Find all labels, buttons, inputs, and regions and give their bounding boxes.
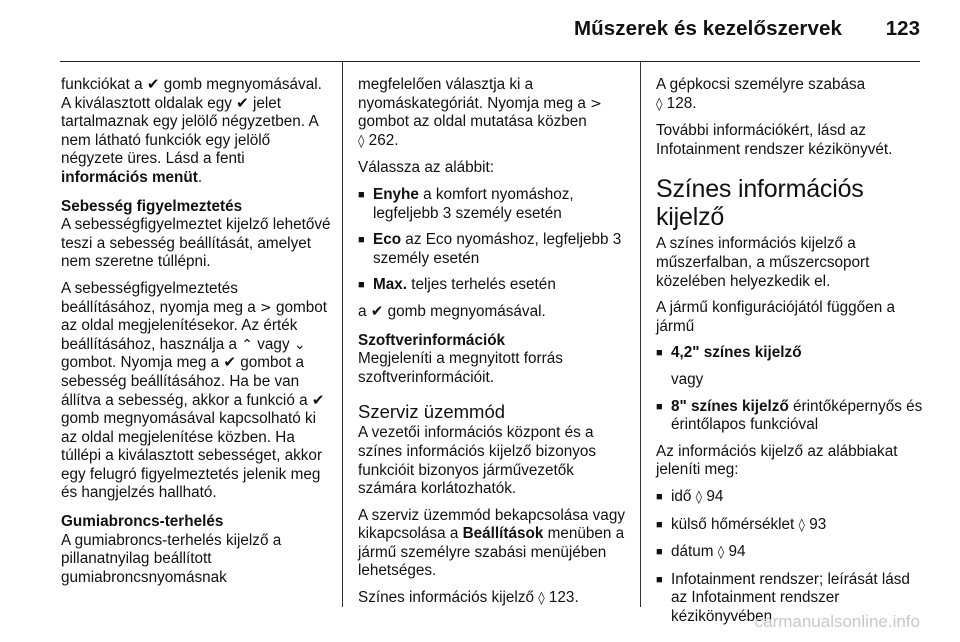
column-1 xyxy=(61,76,334,595)
paragraph: A sebességfigyelmeztetés beállításához, nyomja meg a > gombot az oldal megjelenítésekor. Az érték beállításához, használja a ⌃ vagy ⌄ gombot. Nyomja meg a ✔ gombot a sebesség beállításához. Ha be van állítva a sebesség, akkor a funkció a ✔ gomb megnyomásával kapcsolható ki az oldal megjelenítése közben. Ha túllépi a kiválasztott sebességet, akkor egy felugró figyelmeztetés jelenik meg és hangjelzés hallható. xyxy=(61,279,327,502)
paragraph: megfelelően választja ki a nyomáskategóriát. Nyomja meg a > gombot az oldal mutatása közben ◊ 262. xyxy=(358,76,602,149)
display-option-list xyxy=(656,344,928,434)
paragraph: Színes információs kijelző ◊ 123. xyxy=(358,589,579,607)
chevron-down-icon: ⌄ xyxy=(293,336,306,353)
check-icon: ✔ xyxy=(311,391,325,409)
option-list xyxy=(358,186,628,295)
watermark: carmanualsonline.info xyxy=(754,612,920,631)
header-rule xyxy=(60,61,920,62)
section-heading: Szoftverinformációk Megjeleníti a megnyitott forrás szoftverinformációit. xyxy=(358,331,563,386)
reference-arrow-icon: ◊ xyxy=(538,591,545,607)
check-icon: ✔ xyxy=(223,354,236,372)
page-title: Műszerek és kezelőszervek xyxy=(573,17,842,40)
reference-arrow-icon: ◊ xyxy=(358,133,365,149)
check-icon: ✔ xyxy=(236,94,249,112)
list-item: ■ Infotainment rendszer; leírását lásd az Infotainment rendszer kézikönyvében xyxy=(656,571,928,627)
list-item: ■ 4,2" színes kijelző xyxy=(656,344,928,363)
reference-arrow-icon: ◊ xyxy=(656,96,663,112)
paragraph: A vezetői információs központ és a színes információs kijelző bizonyos funkcióit bizonyos járművezetők számára korlátozhatók. xyxy=(358,424,597,498)
paragraph: funkciókat a ✔ gomb megnyomásával. A kiválasztott oldalak egy ✔ jelet tartalmaznak egy jelölő négyzetben. A nem látható funkciók egy jelölő négyzete üres. Lásd a fenti információs menüt. xyxy=(61,76,322,186)
list-item: ■ Enyhe a komfort nyomáshoz, legfeljebb 3 személy esetén xyxy=(358,186,628,223)
chapter-heading: Színes információs kijelző xyxy=(656,175,864,232)
page-number: 123 xyxy=(885,17,920,40)
list-item: ■ külső hőmérséklet ◊ 93 xyxy=(656,516,928,536)
page-header xyxy=(0,0,960,62)
section-heading: Sebesség figyelmeztetés A sebességfigyelmeztet kijelző lehetővé teszi a sebesség beállítását, amelyet nem szeretne túllépni. xyxy=(61,197,331,271)
chevron-up-icon: ⌃ xyxy=(241,336,254,353)
section-heading: Gumiabroncs-terhelés A gumiabroncs-terhelés kijelző a pillanatnyilag beállított gumiabroncsnyomásnak xyxy=(61,513,282,586)
paragraph: Válassza az alábbit: xyxy=(358,159,495,177)
section-heading: Szerviz üzemmód xyxy=(358,401,506,423)
paragraph: A jármű konfigurációjától függően a jármű xyxy=(656,299,895,335)
check-icon: ✔ xyxy=(370,302,384,320)
list-item: ■ idő ◊ 94 xyxy=(656,488,928,508)
reference-arrow-icon: ◊ xyxy=(695,489,703,505)
list-item: ■ Eco az Eco nyomáshoz, legfeljebb 3 személy esetén xyxy=(358,231,628,268)
display-content-list xyxy=(656,488,928,627)
list-item: ■ 8" színes kijelző érintőképernyős és érintőlapos funkcióval xyxy=(656,398,928,435)
paragraph: a ✔ gomb megnyomásával. xyxy=(358,302,546,320)
reference-arrow-icon: ◊ xyxy=(798,517,805,533)
list-item-or: vagy xyxy=(671,370,704,388)
list-item: ■ dátum ◊ 94 xyxy=(656,543,928,563)
paragraph: A gépkocsi személyre szabása ◊ 128. xyxy=(656,76,866,112)
paragraph: A szerviz üzemmód bekapcsolása vagy kikapcsolása a Beállítások menüben a jármű személyre szabási menüjében lehetséges. xyxy=(358,506,625,580)
reference-arrow-icon: ◊ xyxy=(717,545,725,561)
paragraph: További információkért, lásd az Infotainment rendszer kézikönyvét. xyxy=(656,122,893,158)
column-separator xyxy=(342,62,343,607)
list-item: ■ Max. teljes terhelés esetén xyxy=(358,276,628,295)
info-menu-ref: információs menüt xyxy=(61,168,198,186)
column-2 xyxy=(358,76,628,617)
paragraph: A színes információs kijelző a műszerfalban, a műszercsoport közelében helyezkedik el. xyxy=(656,235,870,290)
check-icon: ✔ xyxy=(146,76,160,93)
paragraph: Az információs kijelző az alábbiakat jeleníti meg: xyxy=(656,442,898,479)
column-separator xyxy=(640,62,641,607)
chevron-right-icon: > xyxy=(590,95,602,112)
column-3 xyxy=(656,76,928,634)
chevron-right-icon: > xyxy=(259,299,272,316)
